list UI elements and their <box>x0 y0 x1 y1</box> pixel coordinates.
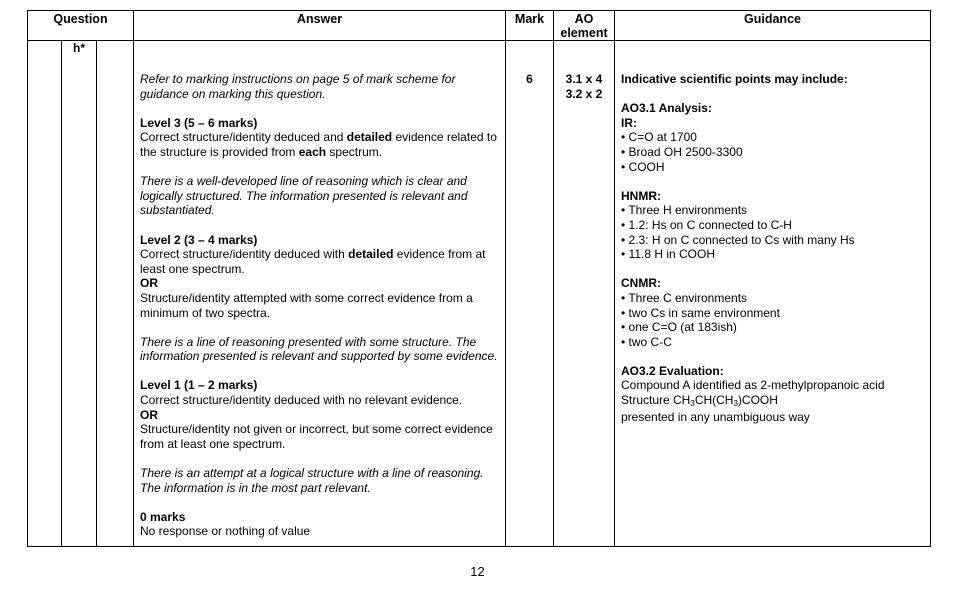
hnmr-point: • 2.3: H on C connected to Cs with many Hs <box>621 232 855 247</box>
level0-text: No response or nothing of value <box>140 524 311 539</box>
mark-cell: 6 <box>506 41 554 547</box>
level2-heading: Level 2 (3 – 4 marks) <box>140 232 258 247</box>
guidance-cell <box>615 41 931 547</box>
question-header: Question <box>28 11 134 41</box>
level1-alt: Structure/identity not given or incorrect, but some correct evidence from at least one spectrum. <box>140 422 493 451</box>
cnmr-point: • one C=O (at 183ish) <box>621 320 737 335</box>
level2-text: Correct structure/identity deduced with detailed evidence from at least one spectrum. <box>140 247 486 276</box>
level1-text: Correct structure/identity deduced with no relevant evidence. <box>140 393 463 408</box>
question-subpart-cell <box>97 41 134 547</box>
level1-or: OR <box>140 407 158 422</box>
level1-reasoning: There is an attempt at a logical structure with a line of reasoning. The information is in the most part relevant. <box>140 466 484 495</box>
header-row <box>28 11 931 41</box>
question-number-cell <box>28 41 62 547</box>
level3-reasoning: There is a well-developed line of reasoning which is clear and logically structured. The information presented is relevant and substantiated. <box>140 174 468 218</box>
ao-header-line2: element <box>560 26 608 40</box>
level3-text: Correct structure/identity deduced and detailed evidence related to the structure is provided from each spectrum. <box>140 130 497 159</box>
cnmr-heading: CNMR: <box>621 276 661 291</box>
compound-identity: Compound A identified as 2-methylpropanoic acid <box>621 378 885 393</box>
hnmr-point: • 11.8 H in COOH <box>621 247 716 262</box>
answer-cell <box>134 41 506 547</box>
hnmr-heading: HNMR: <box>621 188 661 203</box>
ao-header-line1: AO <box>574 12 594 26</box>
ao-element-2: 3.2 x 2 <box>565 86 603 101</box>
ir-point: • COOH <box>621 159 665 174</box>
guidance-title: Indicative scientific points may include: <box>621 72 848 86</box>
answer-header: Answer <box>134 11 506 41</box>
guidance-header: Guidance <box>615 11 931 41</box>
hnmr-point: • Three H environments <box>621 203 748 218</box>
compound-structure: Structure $CH_3CH(CH_3)COOH$ <box>621 393 778 409</box>
level2-alt: Structure/identity attempted with some correct evidence from a minimum of two spectra. <box>140 290 473 320</box>
ao-element-1: 3.1 x 4 <box>565 72 603 86</box>
mark-header: Mark <box>506 11 554 41</box>
level2-reasoning: There is a line of reasoning presented with some structure. The information presented is relevant and supported by some evidence. <box>140 334 498 364</box>
level2-or: OR <box>140 276 158 291</box>
cnmr-point: • two Cs in same environment <box>621 305 780 320</box>
ao-element-header <box>554 11 615 41</box>
answer-intro: Refer to marking instructions on page 5 of mark scheme for guidance on marking this question. <box>140 72 456 101</box>
cnmr-point: • Three C environments <box>621 290 748 305</box>
ao31-heading: AO3.1 Analysis: <box>621 101 712 116</box>
level0-heading: 0 marks <box>140 509 186 524</box>
question-row <box>28 41 931 547</box>
ao-element-cell <box>554 41 615 547</box>
page-number: 12 <box>470 564 485 579</box>
hnmr-point: • 1.2: Hs on C connected to C-H <box>621 217 792 232</box>
cnmr-point: • two C-C <box>621 334 672 349</box>
question-part-cell: h* <box>62 41 97 547</box>
level1-heading: Level 1 (1 – 2 marks) <box>140 378 258 393</box>
presented-note: presented in any unambiguous way <box>621 409 810 424</box>
ir-point: • Broad OH 2500-3300 <box>621 144 743 159</box>
level3-heading: Level 3 (5 – 6 marks) <box>140 115 258 130</box>
ir-point: • C=O at 1700 <box>621 130 697 145</box>
ao32-heading: AO3.2 Evaluation: <box>621 363 724 378</box>
mark-scheme-table <box>27 10 931 547</box>
ir-heading: IR: <box>621 115 637 130</box>
